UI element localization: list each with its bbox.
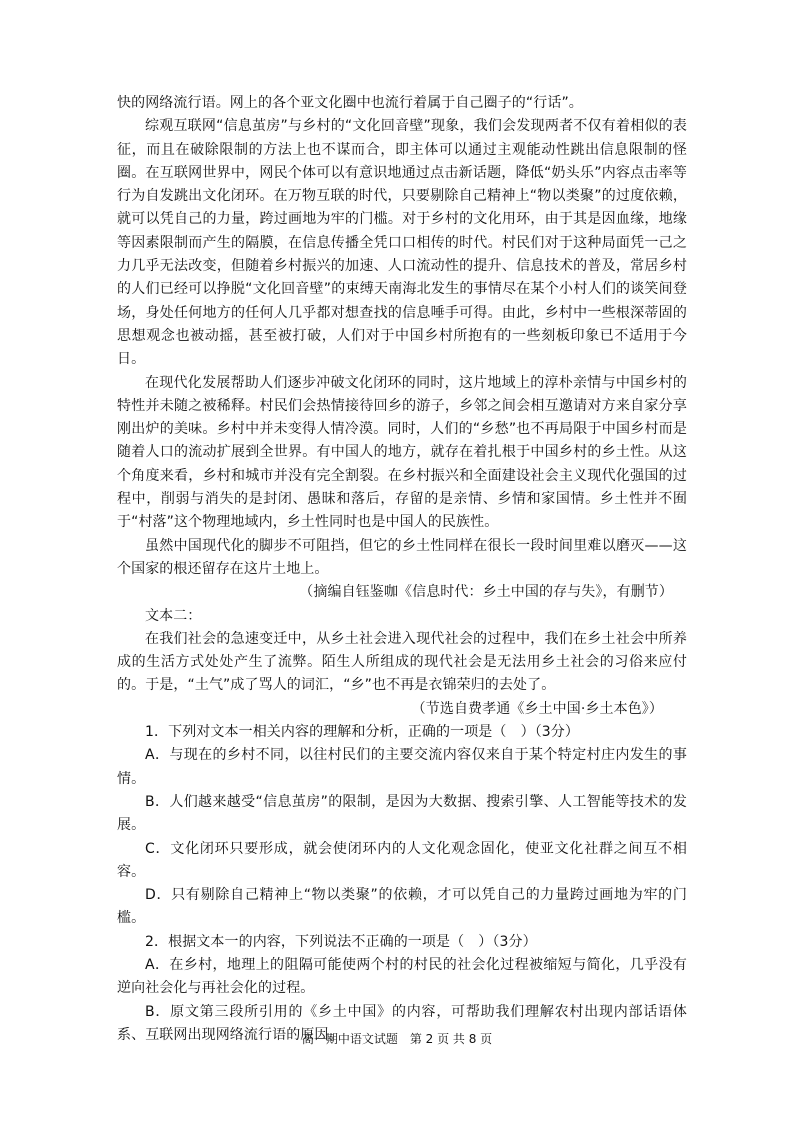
paragraph-body: 虽然中国现代化的脚步不可阻挡，但它的乡土性同样在很长一段时间里难以磨灭——这个国家的根还留存在这片土地上。: [117, 537, 687, 577]
question-option: A．在乡村，地理上的阻隔可能使两个村的村民的社会化过程被缩短与简化，几乎没有逆向社会化与再社会化的过程。: [117, 956, 687, 997]
page-footer: 高一期中语文试题 第 2 页 共 8 页: [301, 1032, 493, 1046]
source-citation: （摘编自钰鉴咖《信息时代：乡土中国的存与失》，有删节）: [299, 584, 673, 601]
paragraph-body: 在我们社会的急速变迁中，从乡土社会进入现代社会的过程中，我们在乡土社会中所养成的生活方式处处产生了流弊。陌生人所组成的现代社会是无法用乡土社会的习俗来应付的。于是，“土气”成了骂人的词汇，“乡”也不再是衣锦荣归的去处了。: [117, 630, 687, 694]
paragraph-continuation: 快的网络流行语。网上的各个亚文化圈中也流行着属于自己圈子的“行话”。: [117, 95, 583, 111]
source-citation: （节选自费孝通《乡土中国·乡土本色》）: [411, 700, 663, 717]
paragraph-body: 在现代化发展帮助人们逐步冲破文化闭环的同时，这片地域上的淳朴亲情与中国乡村的特性并未随之被稀释。村民们会热情接待回乡的游子，乡邻之间会相互邀请对方来自家分享刚出炉的美味。乡村中并未变得人情冷漠。同时，人们的“乡愁”也不再局限于中国乡村而是随着人口的流动扩展到全世界。有中国人的地方，就存在着扎根于中国乡村的乡土性。从这个角度来看，乡村和城市并没有完全割裂。在乡村振兴和全面建设社会主义现代化强国的过程中，削弱与消失的是封闭、愚昧和落后，存留的是亲情、乡情和家国情。乡土性并不囿于“村落”这个物理地域内，乡土性同时也是中国人的民族性。: [117, 374, 687, 531]
question-stem: 1．下列对文本一相关内容的理解和分析，正确的一项是（ ）（3分）: [145, 724, 580, 741]
question-option: D．只有剔除自己精神上“物以类聚”的依赖，才可以凭自己的力量跨过画地为牢的门槛。: [117, 887, 687, 927]
question-option: B．人们越来越受“信息茧房”的限制，是因为大数据、搜索引擎、人工智能等技术的发展。: [117, 793, 687, 834]
section-label: 文本二：: [145, 607, 202, 624]
paragraph-body: 综观互联网“信息茧房”与乡村的“文化回音壁”现象，我们会发现两者不仅有着相似的表征，而且在破除限制的方法上也不谋而合，即主体可以通过主观能动性跳出信息限制的怪圈。在互联网世界中，网民个体可以有意识地通过点击新话题，降低“奶头乐”内容点击率等行为自发跳出文化闭环。在万物互联的时代，只要剔除自己精神上“物以类聚”的过度依赖，就可以凭自己的力量，跨过画地为牢的门槛。对于乡村的文化用环，由于其是因血缘，地缘等因素限制而产生的隔膜，在信息传播全凭口口相传的时代。村民们对于这种局面凭一己之力几乎无法改变，但随着乡村振兴的加速、人口流动性的提升、信息技术的普及，常居乡村的人们已经可以挣脱“文化回音壁”的束缚天南海北发生的事情尽在某个小村人们的谈笑间登场，身处任何地方的任何人几乎都对想查找的信息唾手可得。由此，乡村中一些根深蒂固的思想观念也被动摇，甚至被打破，人们对于中国乡村所抱有的一些刻板印象已不适用于今日。: [117, 118, 687, 368]
document-body: [117, 92, 687, 1047]
question-option: A．与现在的乡村不同，以往村民们的主要交流内容仅来自于某个特定村庄内发生的事情。: [117, 747, 687, 787]
question-option: B．原文第三段所引用的《乡土中国》的内容，可帮助我们理解农村出现内部话语体系、互联网出现网络流行语的原因。: [117, 1003, 687, 1043]
question-option: C．文化闭环只要形成，就会使闭环内的人文化观念固化，使亚文化社群之间互不相容。: [117, 840, 687, 880]
question-stem: 2．根据文本一的内容，下列说法不正确的一项是（ ）（3分）: [145, 933, 537, 950]
